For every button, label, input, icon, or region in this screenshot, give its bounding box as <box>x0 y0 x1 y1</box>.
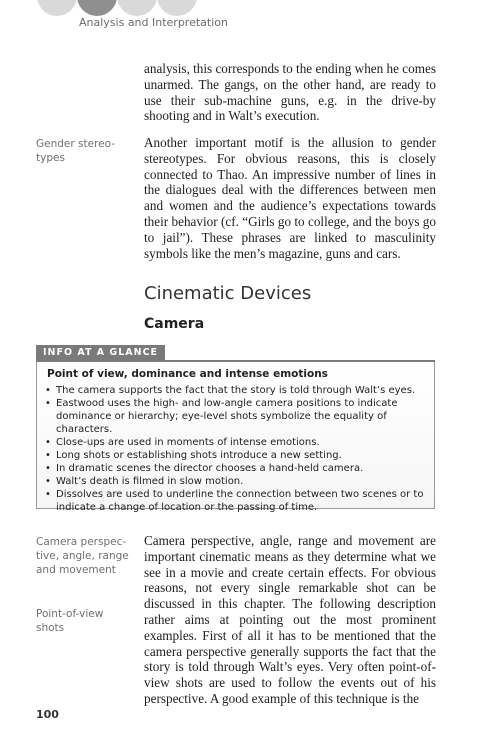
paragraph-camera-perspective: Camera perspective, angle, range and movement are important cinematic means as they determine what we see in a movie and create certain effects. For obvious reasons, not every single remarkable shot can be discussed in this chapter. The following description rather aims at pointing out the most prominent examples. First of all it has to be mentioned that the camera perspective generally supports the fact that the story is told through Walt’s eyes. Very often point-of-view shots are used to follow the events out of his perspective. A good example of this technique is the <box>144 533 436 706</box>
info-list-item: • The camera supports the fact that the story is told through Walt’s eyes. <box>45 384 425 397</box>
info-box-frame <box>36 362 435 513</box>
info-list-item: • Close-ups are used in moments of intense emotions. <box>45 436 425 449</box>
margin-note-text: Point-of-view shots <box>36 608 104 634</box>
info-list-item: • Long shots or establishing shots introduce a new setting. <box>45 449 425 462</box>
running-header: Analysis and Interpretation <box>79 16 228 29</box>
page-number: 100 <box>36 708 59 721</box>
margin-note-text: Gender stereo- types <box>36 138 116 164</box>
info-list-item: • In dramatic scenes the director chooses a hand-held camera. <box>45 462 425 475</box>
decorative-circle-active <box>77 0 117 16</box>
info-box-tag: INFO AT A GLANCE <box>36 345 165 360</box>
info-list-item: • Eastwood uses the high- and low-angle camera positions to indicate dominance or hierarchy; eye-level shots symbolize the equality of characters. <box>45 397 425 436</box>
paragraph-analysis-ending: analysis, this corresponds to the ending when he comes unarmed. The gangs, on the other hand, are ready to use their sub-machine guns, e.g. in the drive-by shooting and in Walt’s execution. <box>144 61 436 124</box>
subsection-heading: Camera <box>144 316 205 332</box>
info-list-item: • Walt’s death is filmed in slow motion. <box>45 475 425 488</box>
margin-note-camera-perspective <box>36 535 136 577</box>
info-list-item: • Dissolves are used to underline the connection between two scenes or to indicate a change of location or the passing of time. <box>45 488 425 514</box>
margin-note-text: Camera perspec- tive, angle, range and movement <box>36 536 129 576</box>
margin-note-pov-shots <box>36 607 136 635</box>
paragraph-gender-stereotypes: Another important motif is the allusion to gender stereotypes. For obvious reasons, this is closely connected to Thao. An impressive number of lines in the dialogues deal with the differences between men and women and the audience’s expectations towards their behavior (cf. “Girls go to college, and the boys go to jail”). These phrases are linked to masculinity symbols like the men’s magazine, guns and cars. <box>144 135 436 261</box>
info-at-a-glance-box <box>36 345 435 513</box>
section-heading: Cinematic Devices <box>144 283 312 304</box>
decorative-circles <box>37 0 197 16</box>
decorative-circle <box>157 0 197 16</box>
decorative-circle <box>117 0 157 16</box>
decorative-circle <box>37 0 77 16</box>
margin-note-gender-stereotypes <box>36 137 136 165</box>
info-box-list <box>45 384 425 514</box>
info-box-title: Point of view, dominance and intense emotions <box>47 368 328 380</box>
